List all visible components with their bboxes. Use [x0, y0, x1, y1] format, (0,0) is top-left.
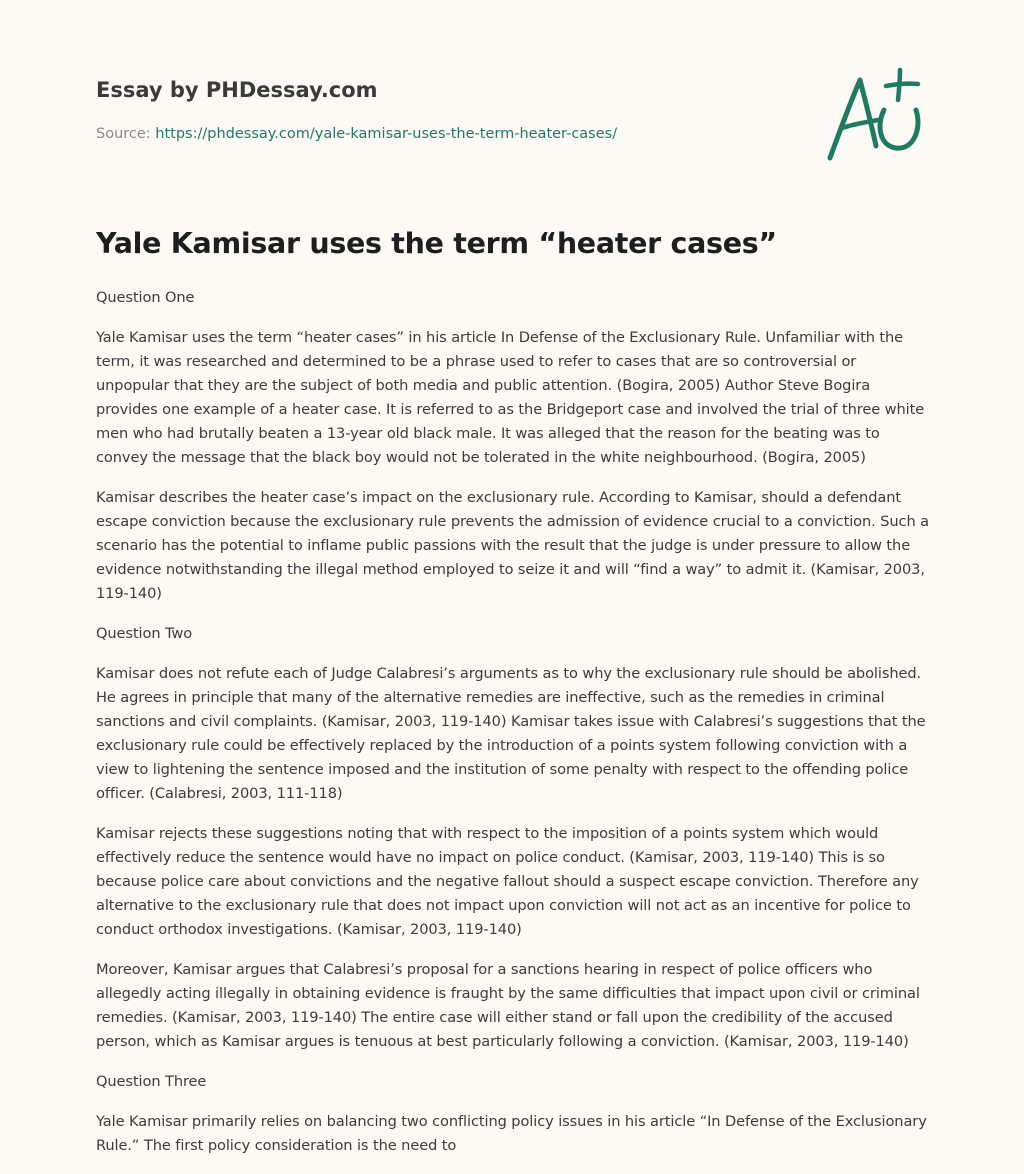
source-label: Source:	[96, 126, 156, 142]
paragraph: Moreover, Kamisar argues that Calabresi’s proposal for a sanctions hearing in respect of police officers who allegedly acting illegally in obtaining evidence is fraught by the same difficulties that impact upon civil or criminal remedies. (Kamisar, 2003, 119-140) The entire case will either stand or fall upon the credibility of the accused person, which as Kamisar argues is tenuous at best particularly following a conviction. (Kamisar, 2003, 119-140)	[96, 961, 920, 1050]
paragraph: Kamisar does not refute each of Judge Calabresi’s arguments as to why the exclusionary rule should be abolished. He agrees in principle that many of the alternative remedies are ineffective, such as the remedies in criminal sanctions and civil complaints. (Kamisar, 2003, 119-140) Kamisar takes issue with Calabresi’s suggestions that the exclusionary rule could be effectively replaced by the introduction of a points system following conviction with a view to lightening the sentence imposed and the institution of some penalty with respect to the offending police officer. (Calabresi, 2003, 111-118)	[96, 665, 926, 802]
paragraph: Question Three	[96, 1073, 207, 1090]
source-line	[96, 124, 796, 144]
paragraph: Question One	[96, 289, 195, 306]
page-header	[96, 74, 796, 144]
paragraph: Kamisar describes the heater case’s impact on the exclusionary rule. According to Kamisar, should a defendant escape conviction because the exclusionary rule prevents the admission of evidence crucial to a conviction. Such a scenario has the potential to inflame public passions with the result that the judge is under pressure to allow the evidence notwithstanding the illegal method employed to seize it and will “find a way” to admit it. (Kamisar, 2003, 119-140)	[96, 489, 929, 602]
a-plus-logo-icon	[820, 66, 930, 166]
paragraph: Question Two	[96, 625, 193, 642]
essay-content	[96, 224, 934, 1174]
paragraph: Kamisar rejects these suggestions noting that with respect to the imposition of a points system which would effectively reduce the sentence would have no impact on police conduct. (Kamisar, 2003, 119-140) This is so because police care about convictions and the negative fallout should a suspect escape conviction. Therefore any alternative to the exclusionary rule that does not impact upon conviction will not act as an incentive for police to conduct orthodox investigations. (Kamisar, 2003, 119-140)	[96, 825, 919, 938]
source-link[interactable]: https://phdessay.com/yale-kamisar-uses-the-term-heater-cases/	[155, 126, 618, 142]
paragraph: Yale Kamisar uses the term “heater cases” in his article In Defense of the Exclusionary Rule. Unfamiliar with the term, it was researched and determined to be a phrase used to refer to cases that are so controversial or unpopular that they are the subject of both media and public attention. (Bogira, 2005) Author Steve Bogira provides one example of a heater case. It is referred to as the Bridgeport case and involved the trial of three white men who had brutally beaten a 13-year old black male. It was alleged that the reason for the beating was to convey the message that the black boy would not be tolerated in the white neighbourhood. (Bogira, 2005)	[96, 329, 925, 466]
essay-title: Yale Kamisar uses the term “heater cases”	[96, 227, 777, 260]
paragraph: Yale Kamisar primarily relies on balancing two conflicting policy issues in his article “In Defense of the Exclusionary Rule.” The first policy consideration is the need to	[96, 1113, 927, 1154]
a-plus-logo	[820, 66, 930, 166]
site-title: Essay by PHDessay.com	[96, 78, 378, 102]
